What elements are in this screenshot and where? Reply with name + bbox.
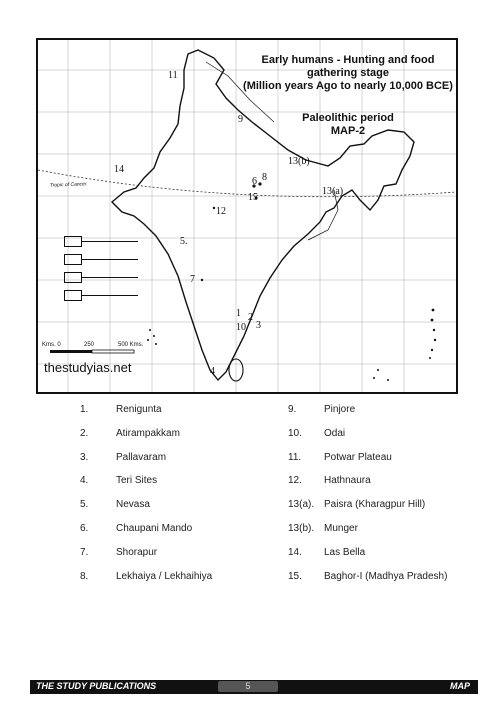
list-item <box>288 571 447 595</box>
site-name: Las Bella <box>324 546 366 558</box>
legend-line-2 <box>82 259 138 260</box>
map-site-15: 15 <box>248 192 258 203</box>
site-name: Atirampakkam <box>116 427 180 439</box>
map-site-11: 11 <box>168 70 178 81</box>
list-item <box>80 404 212 428</box>
list-item <box>288 523 447 547</box>
legend-line-1 <box>82 241 138 242</box>
scale-label-left: Kms. 0 <box>42 342 61 348</box>
list-item <box>288 499 447 523</box>
site-number: 3. <box>80 451 89 463</box>
site-number: 12. <box>288 475 302 487</box>
map-site-4: 4 <box>210 366 215 377</box>
site-number: 15. <box>288 570 302 582</box>
site-number: 6. <box>80 522 89 534</box>
map-site-3: 3 <box>256 320 261 331</box>
site-name: Shorapur <box>116 546 158 558</box>
map-site-14: 14 <box>114 164 124 175</box>
legend-line-4 <box>82 295 138 296</box>
list-item <box>288 475 447 499</box>
footer-brand: THE STUDY PUBLICATIONS <box>36 681 157 691</box>
site-name: Pinjore <box>324 404 356 415</box>
legend-box-3 <box>64 272 82 283</box>
map-site-9: 9 <box>238 114 243 125</box>
site-name: Lekhaiya / Lekhaihiya <box>116 570 213 582</box>
site-name: Paisra (Kharagpur Hill) <box>324 499 426 511</box>
site-number: 13(b). <box>288 522 315 534</box>
site-number: 4. <box>80 475 89 487</box>
legend-box-1 <box>64 236 82 247</box>
site-legend-right-column <box>288 404 447 594</box>
island-dots <box>373 369 389 381</box>
site-number: 9. <box>288 404 297 415</box>
map-site-8: 8 <box>262 172 267 183</box>
map-period <box>288 112 408 138</box>
map-site-13b: 13(b) <box>288 156 310 167</box>
map-title <box>238 54 458 93</box>
site-name: Baghor-I (Madhya Pradesh) <box>324 570 448 582</box>
map-title-line-2: gathering stage <box>307 67 389 79</box>
site-legend-left-column <box>80 404 212 594</box>
footer-page-number: 5 <box>218 681 278 692</box>
andaman-islands <box>429 309 436 359</box>
site-number: 10. <box>288 427 302 439</box>
list-item <box>288 547 447 571</box>
india-outline <box>112 50 414 380</box>
site-number: 8. <box>80 570 89 582</box>
legend-box-4 <box>64 290 82 301</box>
map-site-10: 10 <box>236 322 246 333</box>
scale-bar <box>50 350 134 353</box>
map-site-1: 1 <box>236 308 241 319</box>
legend-line-3 <box>82 277 138 278</box>
list-item <box>80 571 212 595</box>
map-title-line-3: (Million years Ago to nearly 10,000 BCE) <box>243 80 453 92</box>
scale-label-mid: 250 <box>84 342 95 348</box>
site-number: 13(a). <box>288 499 315 511</box>
list-item <box>80 428 212 452</box>
site-number: 7. <box>80 546 89 558</box>
site-name: Odai <box>324 427 346 439</box>
site-number: 1. <box>80 404 89 415</box>
site-name: Teri Sites <box>116 475 158 487</box>
map-site-6: 6 <box>252 176 257 187</box>
site-name: Potwar Plateau <box>324 451 392 463</box>
map-site-5: 5. <box>180 236 188 247</box>
site-number: 11. <box>288 451 302 463</box>
list-item <box>80 547 212 571</box>
period-line-2: MAP-2 <box>330 125 366 137</box>
site-name: Nevasa <box>116 499 150 511</box>
eastern-border <box>308 190 338 240</box>
site-name: Renigunta <box>116 404 162 415</box>
website-watermark: thestudyias.net <box>44 360 132 375</box>
list-item <box>288 404 447 428</box>
tropic-label: Tropic of Cancer <box>49 181 87 189</box>
map-frame <box>36 38 458 394</box>
map-title-line-1: Early humans - Hunting and food <box>261 54 435 66</box>
list-item <box>80 523 212 547</box>
scale-label-right: 500 Kms. <box>118 342 144 348</box>
list-item <box>288 452 447 476</box>
site-number: 5. <box>80 499 89 511</box>
map-site-2: 2 <box>248 312 253 323</box>
site-number: 2. <box>80 427 89 439</box>
list-item <box>80 499 212 523</box>
site-number: 14. <box>288 546 302 558</box>
list-item <box>80 452 212 476</box>
tropic-of-cancer-line <box>38 170 456 197</box>
page-footer <box>30 680 478 694</box>
site-name: Munger <box>324 522 358 534</box>
map-site-13a: 13(a) <box>322 186 344 197</box>
list-item <box>288 428 447 452</box>
footer-section: MAP <box>450 681 470 691</box>
site-name: Pallavaram <box>116 451 167 463</box>
site-name: Hathnaura <box>324 475 371 487</box>
map-site-7: 7 <box>190 274 195 285</box>
map-site-12: 12 <box>216 206 226 217</box>
site-name: Chaupani Mando <box>116 522 193 534</box>
list-item <box>80 475 212 499</box>
period-line-1: Paleolithic period <box>302 112 394 124</box>
legend-box-2 <box>64 254 82 265</box>
